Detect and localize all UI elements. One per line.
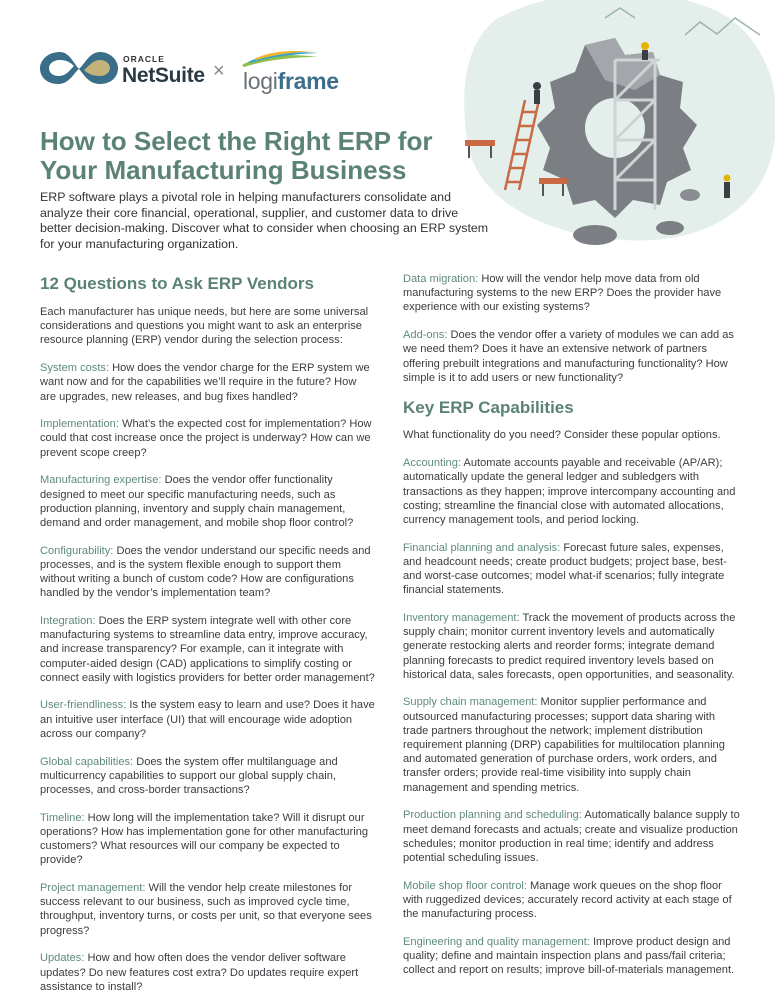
capabilities-heading: Key ERP Capabilities [403, 398, 574, 418]
questions-section [40, 272, 375, 1007]
capability-item: Mobile shop floor control: Manage work queues on the shop floor with ruggedized devices; accurately record activity at each stage of the manufacturing process. [403, 879, 732, 921]
capability-item: Accounting: Automate accounts payable and receivable (AP/AR); automatically update the general ledger and subledgers with transactions as they happen; improve intercompany accounting and costing; streamline the financial close with automated allocations, currency management tools, and period locking. [403, 457, 736, 526]
capability-item: Engineering and quality management: Improve product design and quality; define and maintain inspection plans and pass/fail criteria; collect and report on results; improve bill-of-materials management. [403, 935, 735, 977]
capability-item: Inventory management: Track the movement of products across the supply chain; monitor current inventory levels and automatically generate restocking alerts and reorder forms; integrate demand planning forecasts to predict required inventory levels based on historical data, sales forecasts, open opportunities, and seasonality. [403, 611, 736, 681]
header-logos [40, 48, 360, 98]
worker-icon [641, 42, 649, 60]
capability-item: Financial planning and analysis: Forecast future sales, expenses, and headcount needs; create product budgets; project base, best- and worst-case outcomes; model what-if scenarios; fully integrate financial statements. [403, 541, 727, 597]
rock-icon [573, 225, 617, 245]
questions-lead: Each manufacturer has unique needs, but here are some universal considerations and questions you might want to ask an enterprise resource planning (ERP) vendor during the selection process: [40, 306, 369, 347]
netsuite-logo-icon [40, 48, 118, 88]
page-title: How to Select the Right ERP for Your Manufacturing Business [40, 126, 433, 185]
rock-icon [680, 189, 700, 201]
logiframe-wordmark: logiframe [243, 68, 339, 94]
rock-icon [656, 221, 684, 235]
question-item: Add-ons: Does the vendor offer a variety of modules we can add as we need them? Does it have an extensive network of partners offering prebuilt integrations and manufacturing functionality? How simple is it to add users or new functionality? [403, 329, 734, 384]
capability-item: Supply chain management: Monitor supplier performance and outsourced manufacturing processes; support data sharing with trade partners throughout the network; implement distribution requirement planning (DRP) capabilities for multilocation planning and automated generation of purchase orders, work orders, and transfer orders; provide real-time visibility into supply chain management and spending metrics. [403, 696, 725, 794]
question-item: Manufacturing expertise: Does the vendor offer functionality designed to meet our specific manufacturing needs, such as production planning, inventory and supply chain management, demand and order management, and mobile shop floor control? [40, 474, 354, 529]
question-item: Global capabilities: Does the system offer multilanguage and multicurrency capabilities to support our global supply chain, processes, and cross-border transactions? [40, 755, 338, 796]
intro-paragraph: ERP software plays a pivotal role in helping manufacturers consolidate and analyze their core financial, operational, supplier, and customer data to drive better decision-making. Discover what to consider when choosing an ERP system for your manufacturing organization. [40, 190, 489, 251]
question-item: System costs: How does the vendor charge for the ERP system we want now and for the capabilities we’ll require in the future? How are upgrades, new releases, and bug fixes handled? [40, 362, 370, 403]
question-item: Configurability: Does the vendor understand our specific needs and processes, and is the system flexible enough to support them without writing a bunch of custom code? How are configurations handled by the vendor’s implementation team? [40, 544, 371, 600]
oracle-wordmark: ORACLE [123, 54, 165, 64]
times-separator: × [213, 60, 225, 82]
worker-icon [724, 175, 731, 199]
worker-icon [533, 82, 541, 104]
question-item: Project management: Will the vendor help create milestones for success relevant to our business, such as improved cycle time, throughput, inventory turns, or costs per unit, so that everyone sees progress? [40, 882, 372, 937]
netsuite-wordmark: NetSuite [122, 64, 205, 87]
question-item: Updates: How and how often does the vendor deliver software updates? Do new features cost extra? Do updates require expert assistance to install? [40, 952, 359, 993]
capability-item: Production planning and scheduling: Automatically balance supply to meet demand forecasts and actuals; create and visualize production schedules; monitor production in real time; identify and address potential scheduling issues. [403, 809, 740, 864]
question-item: Integration: Does the ERP system integrate well with other core manufacturing systems to streamline data entry, improve accuracy, and increase transparency? For example, can it integrate with computer-aided design (CAD) applications to simplify costing or connect easily with logistics providers for better order management? [40, 614, 375, 684]
question-item: Data migration: How will the vendor help move data from old manufacturing systems to the new ERP? Does the provider have experience with our existing systems? [403, 273, 722, 314]
logiframe-logo-icon [240, 51, 320, 69]
right-column [403, 272, 743, 991]
question-item: Implementation: What’s the expected cost for implementation? How could that cost increase once the project is underway? How can we prevent scope creep? [40, 418, 372, 459]
questions-heading: 12 Questions to Ask ERP Vendors [40, 274, 314, 293]
capabilities-lead: What functionality do you need? Consider these popular options. [403, 429, 721, 442]
question-item: User-friendliness: Is the system easy to learn and use? Does it have an intuitive user interface (UI) that will encourage wide adoption across our company? [40, 699, 375, 740]
hero-illustration [455, 0, 775, 260]
question-item: Timeline: How long will the implementation take? Will it disrupt our operations? How has implementation gone for other manufacturing customers? What resources will our company be expected to provide? [40, 811, 369, 867]
